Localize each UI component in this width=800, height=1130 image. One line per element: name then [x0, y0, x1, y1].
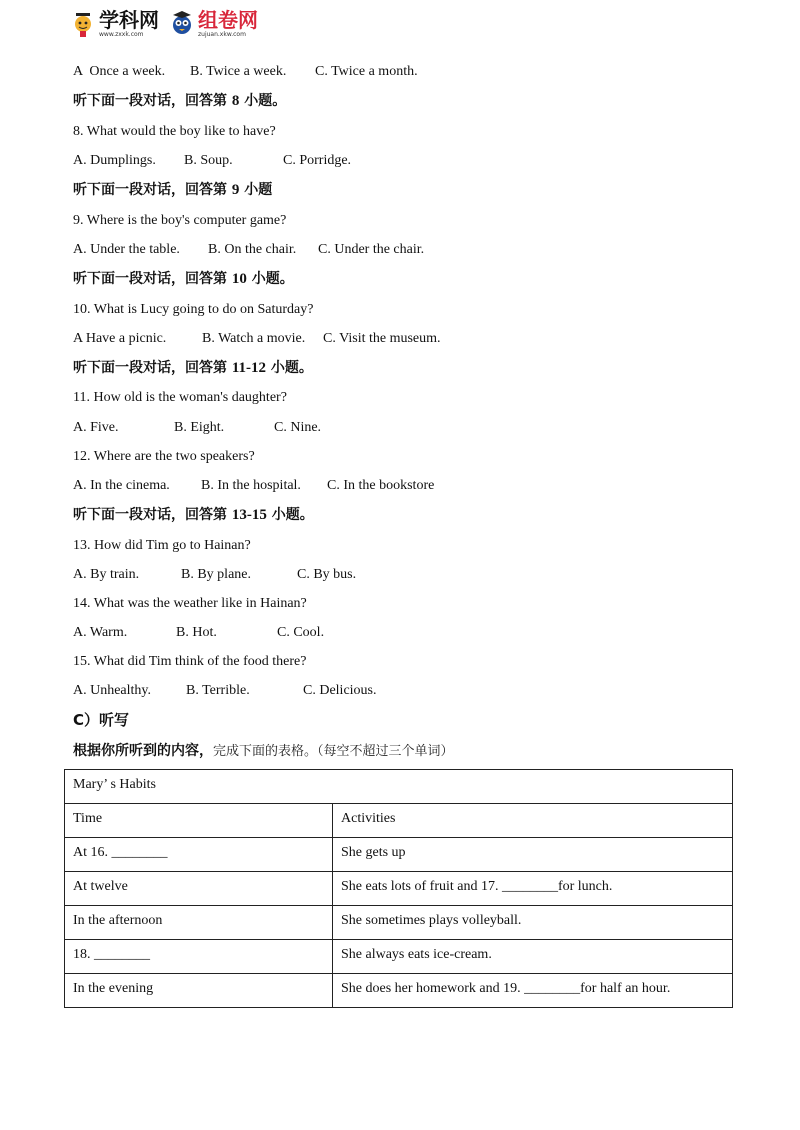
row-time: In the afternoon	[65, 906, 333, 940]
section-c-instructions	[73, 742, 454, 761]
q8-option-a[interactable]: A. Dumplings.	[73, 153, 156, 168]
heading-q8-suffix: 小题。	[239, 93, 287, 109]
q10-option-a[interactable]: A Have a picnic.	[73, 331, 167, 346]
habits-table	[64, 769, 733, 1008]
q10-options	[73, 330, 441, 348]
logo2-url: zujuan.xkw.com	[198, 31, 246, 38]
q12-options	[73, 477, 434, 495]
q9-option-c[interactable]: C. Under the chair.	[318, 242, 425, 257]
instructions-normal: 完成下面的表格。（每空不超过三个单词）	[213, 744, 454, 759]
q13-question: 13. How did Tim go to Hainan?	[73, 538, 251, 553]
q15-option-c[interactable]: C. Delicious.	[303, 683, 377, 698]
q13-options	[73, 566, 356, 584]
heading-q9	[73, 181, 272, 199]
heading-q11-num: 11-12	[231, 360, 267, 376]
row-activity: She gets up	[333, 838, 733, 872]
owl-mascot-icon	[169, 10, 195, 38]
q12-question: 12. Where are the two speakers?	[73, 449, 255, 464]
q9-option-b[interactable]: B. On the chair.	[208, 242, 297, 257]
q13-option-b[interactable]: B. By plane.	[181, 567, 251, 582]
heading-q13-suffix: 小题。	[266, 507, 314, 523]
table-title-row	[65, 770, 733, 804]
q14-option-c[interactable]: C. Cool.	[277, 625, 325, 640]
logo1-name: 学科网	[99, 8, 159, 32]
q8-option-c[interactable]: C. Porridge.	[283, 153, 352, 168]
logo2-name: 组卷网	[198, 8, 258, 32]
q15-options	[73, 682, 377, 700]
table-row	[65, 872, 733, 906]
q10-question: 10. What is Lucy going to do on Saturday?	[73, 302, 314, 317]
q14-question: 14. What was the weather like in Hainan?	[73, 596, 307, 611]
heading-q8-prefix: 听下面一段对话，回答第	[73, 93, 232, 109]
heading-q9-prefix: 听下面一段对话，回答第	[73, 182, 232, 198]
heading-q10-suffix: 小题。	[246, 271, 294, 287]
q13-option-c[interactable]: C. By bus.	[297, 567, 357, 582]
heading-q9-num: 9	[231, 182, 240, 198]
q15-question: 15. What did Tim think of the food there?	[73, 654, 307, 669]
q10-option-c[interactable]: C. Visit the museum.	[323, 331, 441, 346]
header-activities: Activities	[333, 804, 733, 838]
q14-option-b[interactable]: B. Hot.	[176, 625, 217, 640]
row-time[interactable]: 18. ________	[65, 940, 333, 974]
q12-option-c[interactable]: C. In the bookstore	[327, 478, 435, 493]
q7-options	[73, 63, 418, 81]
row-time[interactable]: At 16. ________	[65, 838, 333, 872]
table-row	[65, 906, 733, 940]
instructions-bold: 根据你所听到的内容，	[73, 743, 213, 759]
q15-option-a[interactable]: A. Unhealthy.	[73, 683, 152, 698]
q13-option-a[interactable]: A. By train.	[73, 567, 140, 582]
q9-options	[73, 241, 424, 259]
row-time: At twelve	[65, 872, 333, 906]
q8-option-b[interactable]: B. Soup.	[184, 153, 233, 168]
header-logos	[70, 10, 258, 38]
q14-options	[73, 624, 324, 642]
section-c-title: C）听写	[73, 711, 130, 729]
logo1-url: www.zxxk.com	[99, 31, 144, 38]
q11-option-a[interactable]: A. Five.	[73, 420, 119, 435]
table-row	[65, 838, 733, 872]
q12-option-a[interactable]: A. In the cinema.	[73, 478, 170, 493]
q10-option-b[interactable]: B. Watch a movie.	[202, 331, 306, 346]
heading-q13-num: 13-15	[231, 507, 267, 523]
q8-options	[73, 152, 351, 170]
heading-q10	[73, 270, 294, 288]
q7-option-a[interactable]: A Once a week.	[73, 64, 166, 79]
table-row	[65, 974, 733, 1008]
q11-option-c[interactable]: C. Nine.	[274, 420, 322, 435]
q8-question: 8. What would the boy like to have?	[73, 124, 276, 139]
q9-option-a[interactable]: A. Under the table.	[73, 242, 180, 257]
q12-option-b[interactable]: B. In the hospital.	[201, 478, 301, 493]
heading-q11-12	[73, 359, 313, 377]
heading-q10-num: 10	[231, 271, 247, 287]
heading-q8	[73, 92, 286, 110]
header-time: Time	[65, 804, 333, 838]
q15-option-b[interactable]: B. Terrible.	[186, 683, 250, 698]
q11-options	[73, 419, 321, 437]
q9-question: 9. Where is the boy's computer game?	[73, 213, 287, 228]
row-activity[interactable]: She does her homework and 19. ________for half an hour.	[333, 974, 733, 1008]
heading-q8-num: 8	[231, 93, 240, 109]
row-time: In the evening	[65, 974, 333, 1008]
q7-option-b[interactable]: B. Twice a week.	[190, 64, 287, 79]
table-row	[65, 940, 733, 974]
heading-q11-suffix: 小题。	[266, 360, 313, 376]
heading-q10-prefix: 听下面一段对话，回答第	[73, 271, 232, 287]
heading-q11-prefix: 听下面一段对话，回答第	[73, 360, 232, 376]
heading-q13-prefix: 听下面一段对话，回答第	[73, 507, 232, 523]
zujuan-logo[interactable]	[169, 10, 258, 38]
zxxk-logo[interactable]	[70, 10, 159, 38]
q14-option-a[interactable]: A. Warm.	[73, 625, 128, 640]
row-activity: She sometimes plays volleyball.	[333, 906, 733, 940]
table-title: Mary’ s Habits	[65, 770, 733, 804]
table-header-row	[65, 804, 733, 838]
q11-question: 11. How old is the woman's daughter?	[73, 390, 287, 405]
row-activity: She always eats ice-cream.	[333, 940, 733, 974]
heading-q9-suffix: 小题	[239, 182, 273, 198]
q11-option-b[interactable]: B. Eight.	[174, 420, 225, 435]
row-activity[interactable]: She eats lots of fruit and 17. ________for lunch.	[333, 872, 733, 906]
q7-option-c[interactable]: C. Twice a month.	[315, 64, 418, 79]
mascot-icon	[70, 10, 96, 38]
heading-q13-15	[73, 506, 314, 524]
